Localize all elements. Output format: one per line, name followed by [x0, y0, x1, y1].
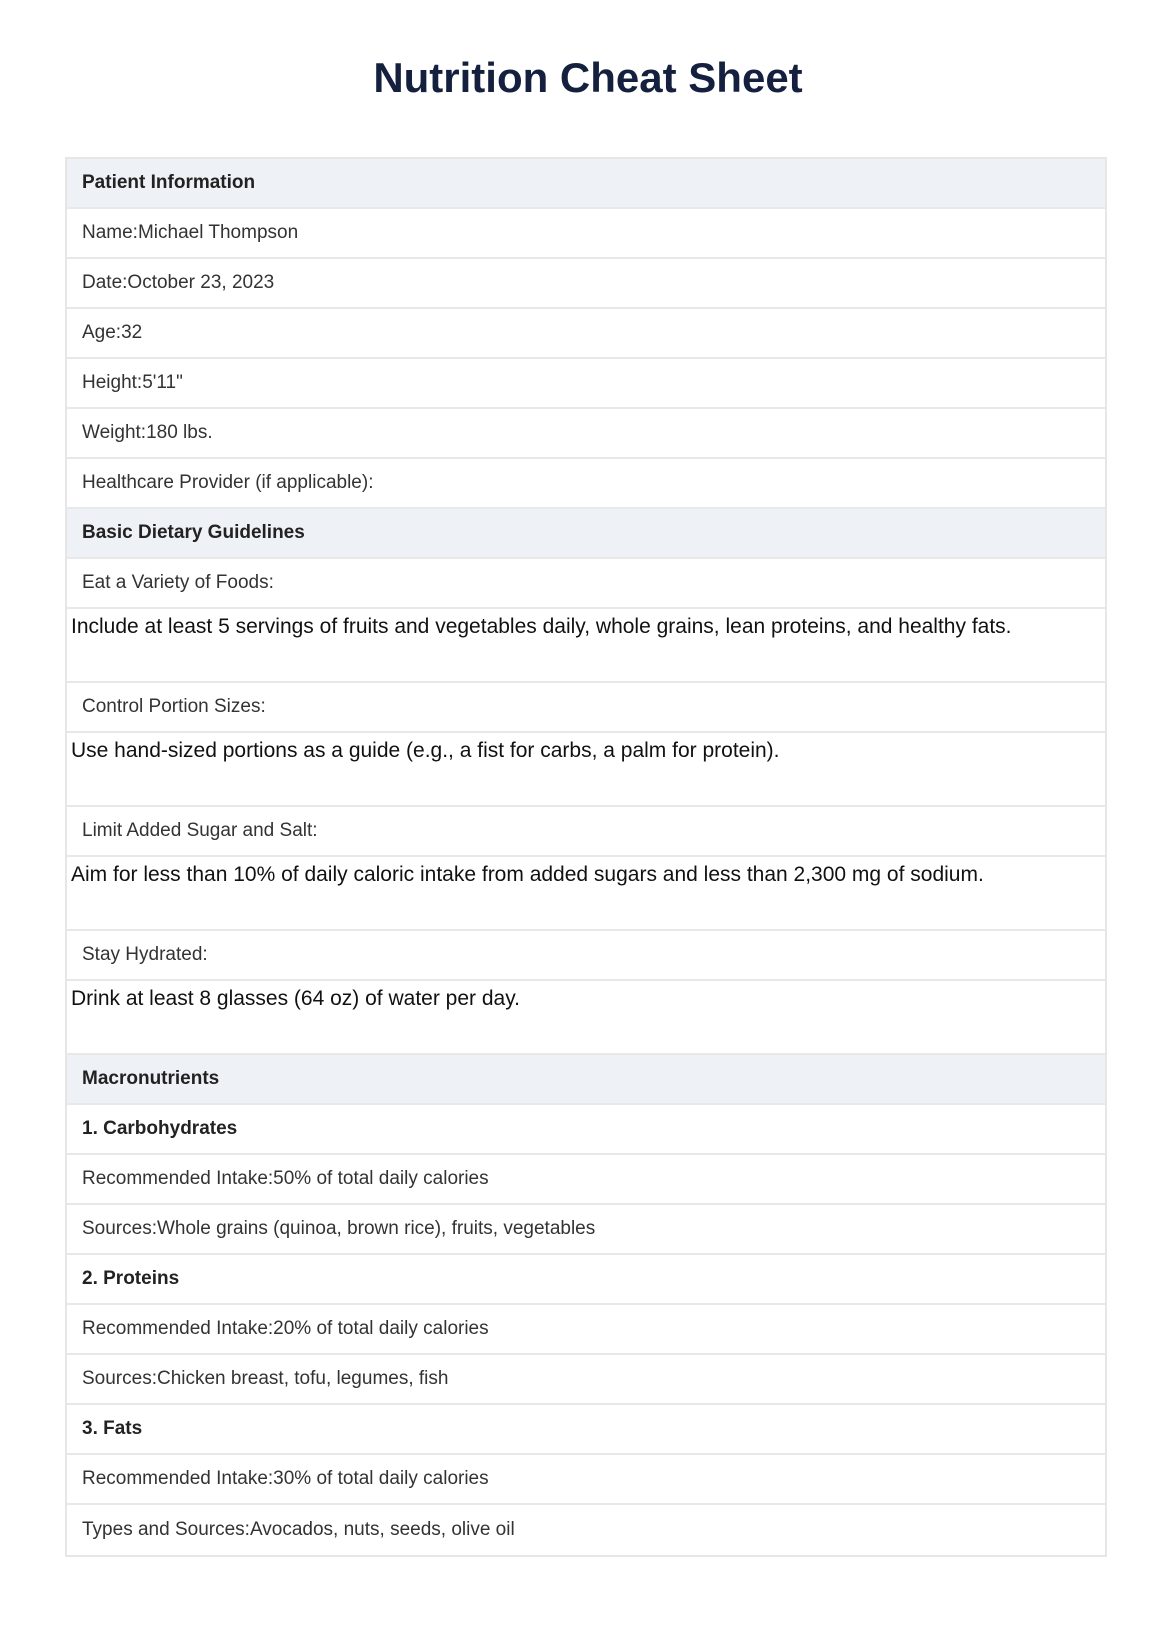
field-label: Name:	[82, 222, 138, 243]
description-text: Drink at least 8 glasses (64 oz) of water per day.	[71, 987, 520, 1010]
cheat-sheet-table	[65, 157, 1107, 1557]
field-row	[67, 459, 1105, 509]
field-label: Sources:	[82, 1218, 157, 1239]
description-text: Include at least 5 servings of fruits and vegetables daily, whole grains, lean proteins, and healthy fats.	[71, 615, 1012, 638]
heading-text: Patient Information	[82, 172, 256, 193]
field-label: Date:	[82, 272, 128, 293]
field-label: Height:	[82, 372, 143, 393]
field-label: Healthcare Provider (if applicable):	[82, 472, 374, 493]
section-header	[67, 509, 1105, 559]
field-value: 30% of total daily calories	[273, 1468, 489, 1489]
field-row	[67, 1305, 1105, 1355]
description-text: Aim for less than 10% of daily caloric intake from added sugars and less than 2,300 mg of sodium.	[71, 863, 984, 886]
field-value: 20% of total daily calories	[273, 1318, 489, 1339]
heading-text: 2. Proteins	[82, 1268, 180, 1289]
field-row	[67, 1355, 1105, 1405]
field-row	[67, 1155, 1105, 1205]
section-header	[67, 159, 1105, 209]
field-row	[67, 683, 1105, 733]
field-row	[67, 1505, 1105, 1555]
field-value: 180 lbs.	[146, 422, 213, 443]
subsection-header	[67, 1105, 1105, 1155]
field-value: 5'11"	[142, 372, 183, 393]
field-row	[67, 309, 1105, 359]
field-value: October 23, 2023	[127, 272, 275, 293]
field-row	[67, 807, 1105, 857]
field-label: Stay Hydrated:	[82, 944, 208, 965]
field-label: Recommended Intake:	[82, 1468, 274, 1489]
guideline-description	[67, 981, 1105, 1055]
subsection-header	[67, 1405, 1105, 1455]
page-title: Nutrition Cheat Sheet	[373, 54, 803, 101]
field-label: Recommended Intake:	[82, 1318, 274, 1339]
field-label: Eat a Variety of Foods:	[82, 572, 274, 593]
field-label: Control Portion Sizes:	[82, 696, 266, 717]
field-value: Michael Thompson	[137, 222, 299, 243]
field-label: Types and Sources:	[82, 1519, 250, 1540]
field-label: Age:	[82, 322, 122, 343]
field-row	[67, 209, 1105, 259]
field-label: Recommended Intake:	[82, 1168, 274, 1189]
field-row	[67, 359, 1105, 409]
field-label: Limit Added Sugar and Salt:	[82, 820, 318, 841]
field-row	[67, 559, 1105, 609]
subsection-header	[67, 1255, 1105, 1305]
heading-text: Basic Dietary Guidelines	[82, 522, 305, 543]
field-row	[67, 931, 1105, 981]
field-row	[67, 1205, 1105, 1255]
field-value: Whole grains (quinoa, brown rice), fruits, vegetables	[156, 1218, 596, 1239]
heading-text: Macronutrients	[82, 1068, 220, 1089]
field-label: Weight:	[82, 422, 147, 443]
field-label: Sources:	[82, 1368, 157, 1389]
field-row	[67, 409, 1105, 459]
field-value: Chicken breast, tofu, legumes, fish	[156, 1368, 449, 1389]
field-value: 32	[121, 322, 143, 343]
guideline-description	[67, 609, 1105, 683]
field-row	[67, 259, 1105, 309]
section-header	[67, 1055, 1105, 1105]
description-text: Use hand-sized portions as a guide (e.g., a fist for carbs, a palm for protein).	[71, 739, 780, 762]
field-value: 50% of total daily calories	[273, 1168, 489, 1189]
guideline-description	[67, 857, 1105, 931]
heading-text: 1. Carbohydrates	[82, 1118, 238, 1139]
heading-text: 3. Fats	[82, 1418, 143, 1439]
field-value: Avocados, nuts, seeds, olive oil	[249, 1519, 515, 1540]
field-row	[67, 1455, 1105, 1505]
guideline-description	[67, 733, 1105, 807]
